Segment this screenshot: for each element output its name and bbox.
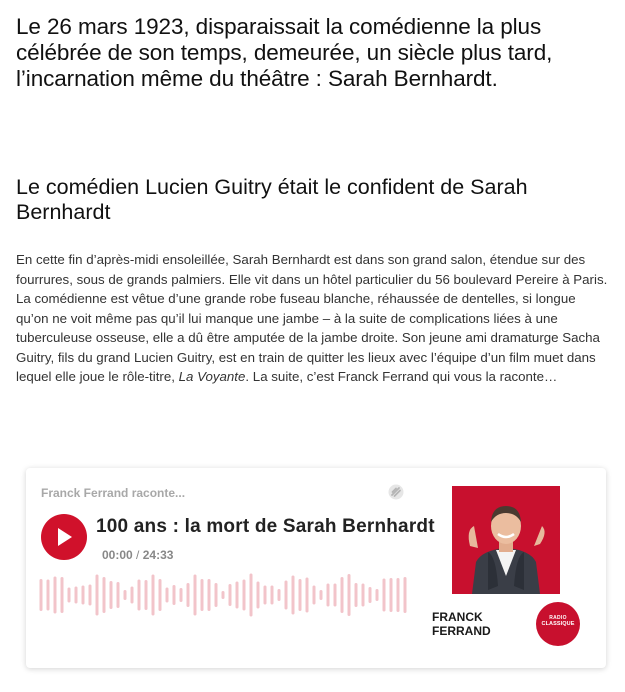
duration: 24:33: [142, 548, 174, 562]
current-time: 00:00: [102, 548, 133, 562]
episode-title: 100 ans : la mort de Sarah Bernhardt: [96, 516, 435, 537]
article-body: [16, 250, 608, 387]
play-button[interactable]: [41, 514, 87, 560]
logo-line-2: CLASSIQUE: [541, 621, 575, 627]
film-title: La Voyante: [178, 369, 246, 384]
podcast-player: [26, 468, 606, 668]
article-body-text: En cette fin d’après-midi ensoleillée, Sarah Bernhardt est dans son grand salon, étendue sur des fourrures, sous de grands palmiers. Elle vit dans un hôtel particulier du 56 boulevard Pereire à Paris. La comédienne est vêtue d’une grande robe fuseau blanche, réhaussée de dentelles, si longue qu’on ne voit même pas qu’il lui manque une jambe – à la suite de complications liées à une tuberculeuse osseuse, elle a dû être amputée de la jambe droite. Son jeune ami dramaturge Sacha Guitry, fils du grand Lucien Guitry, est en train de quitter les lieux avec l’équipe d’un film muet dans lequel elle joue le rôle-titre,: [16, 252, 608, 384]
waveform-seekbar[interactable]: [39, 572, 407, 618]
radio-classique-logo: [536, 602, 580, 646]
play-icon: [57, 528, 73, 546]
show-name[interactable]: Franck Ferrand raconte...: [41, 486, 186, 500]
brand-line-1: FRANCK: [432, 610, 483, 624]
article-body-end: . La suite, c’est Franck Ferrand qui vous la raconte…: [245, 369, 558, 384]
time-display: [102, 548, 173, 562]
article-lead: Le 26 mars 1923, disparaissait la comédienne la plus célébrée de son temps, demeurée, un siècle plus tard, l’incarnation même du théâtre : Sarah Bernhardt.: [16, 14, 553, 91]
time-separator: /: [136, 548, 140, 562]
episode-title-marquee: [96, 516, 435, 542]
host-portrait: [452, 486, 560, 594]
share-icon[interactable]: [388, 484, 404, 500]
host-photo-image: [452, 486, 560, 594]
logo-line-1: RADIO: [549, 615, 567, 621]
host-brand-name: [432, 610, 491, 638]
brand-line-2: FERRAND: [432, 624, 491, 638]
article-subheading: Le comédien Lucien Guitry était le confident de Sarah Bernhardt: [16, 175, 528, 224]
